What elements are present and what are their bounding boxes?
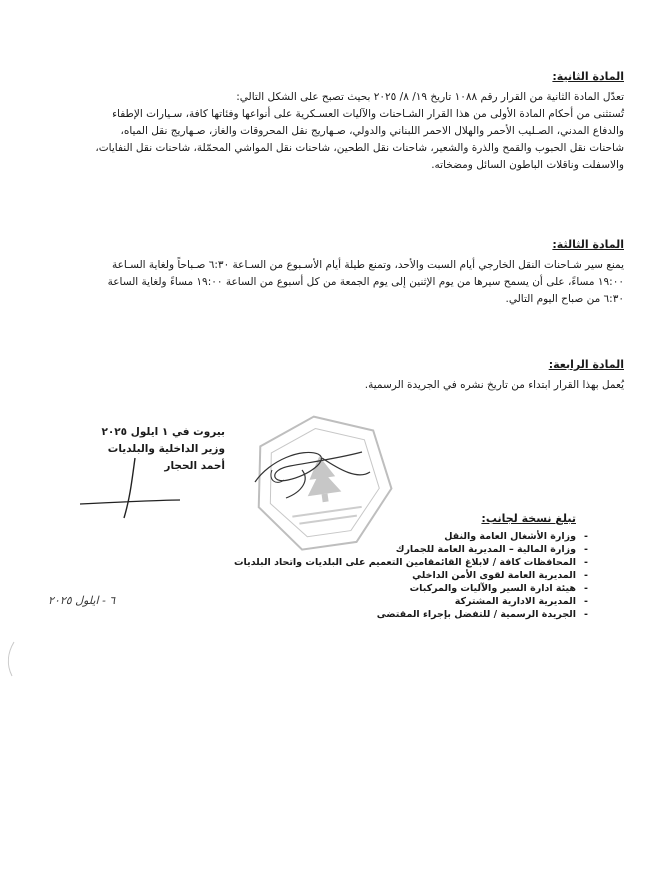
distribution-title: تبلغ نسخة لجانب: xyxy=(481,512,576,525)
article-2-body xyxy=(24,89,624,174)
distribution-list xyxy=(234,530,596,621)
article-4-body xyxy=(24,377,624,394)
article-2-line: والاسفلت وناقلات الباطون السائل ومضخاته. xyxy=(431,159,624,171)
signer-name: أحمد الحجار xyxy=(164,460,225,472)
handwritten-signature xyxy=(40,440,430,530)
signer-role: وزير الداخلية والبلديات xyxy=(107,443,225,455)
list-item: - المديرية العامة لقوى الأمن الداخلي xyxy=(412,570,588,581)
article-2 xyxy=(24,70,624,174)
article-4-title: المادة الرابعة: xyxy=(548,358,624,371)
article-4-line: يُعمل بهذا القرار ابتداء من تاريخ نشره في الجريدة الرسمية. xyxy=(364,379,624,391)
article-3 xyxy=(24,238,624,308)
article-2-line: شاحنات نقل الحبوب والقمح والذرة والشعير، شاحنات نقل الطحين، شاحنات نقل المواشي المحمّلة، شاحنات نقل النفايات، xyxy=(95,142,624,154)
article-3-line: يمنع سير شـاحنات النقل الخارجي أيام السبت والأحد، وتمنع طيلة أيام الأسـبوع من السـاعة ٦:٣٠ صـباحاً ولغاية السـاعة xyxy=(111,259,624,271)
article-3-title: المادة الثالثة: xyxy=(552,238,624,251)
list-item: - المديرية الادارية المشتركة xyxy=(454,596,588,607)
article-2-title: المادة الثانية: xyxy=(552,70,624,83)
place-date: بيروت في ١ ايلول ٢٠٢٥ xyxy=(101,426,225,438)
article-2-line: تُستثنى من أحكام المادة الأولى من هذا القرار الشـاحنات والآليات العسـكرية على أنواعها وفئاتها كافة، سـيارات الإطفاء xyxy=(112,108,624,120)
scan-mark xyxy=(0,640,20,680)
article-2-line: والدفاع المدني، الصـليب الأحمر والهلال الاحمر اللبناني والدولي، صـهاريج نقل المحروقات والغاز، صـهاريج نقل المياه، xyxy=(120,125,624,137)
article-2-line: تعدّل المادة الثانية من القرار رقم ١٠٨٨ تاريخ ١٩/ ٨/ ٢٠٢٥ بحيث تصبح على الشكل التالي: xyxy=(236,91,624,103)
list-item: - المحافظات كافة / لابلاغ القائمقامين التعميم على البلديات واتحاد البلديات xyxy=(234,557,588,568)
article-3-line: ١٩:٠٠ مساءً، على أن يسمح سيرها من يوم الإثنين إلى يوم الجمعة من كل أسبوع من الساعة ١٩:٠٠ مساءً ولغاية الساعة xyxy=(107,276,624,288)
list-item: - وزارة المالية – المديرية العامة للجمارك xyxy=(395,544,588,555)
article-3-line: ٦:٣٠ من صباح اليوم التالي. xyxy=(505,293,624,305)
list-item: - الجريدة الرسمية / للتفضل بإجراء المقتضى xyxy=(376,609,588,620)
article-3-body xyxy=(24,257,624,308)
list-item: - هيئة ادارة السير والآليات والمركبات xyxy=(409,583,588,594)
article-4 xyxy=(24,358,624,394)
handwritten-date: ٦ - ايلول ٢٠٢٥ xyxy=(48,594,116,607)
list-item: - وزارة الأشغال العامة والنقل xyxy=(444,531,588,542)
